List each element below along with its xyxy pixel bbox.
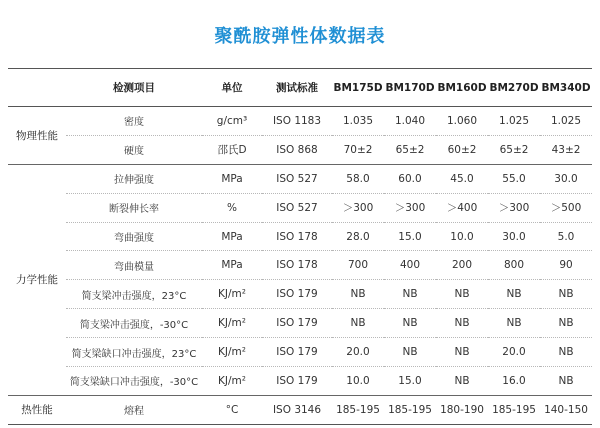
category-cell: 力学性能: [8, 164, 66, 395]
value-cell: NB: [384, 280, 436, 309]
value-cell: 45.0: [436, 164, 488, 193]
value-cell: NB: [436, 309, 488, 338]
value-cell: NB: [540, 367, 592, 396]
value-cell: 70±2: [332, 135, 384, 164]
unit-cell: KJ/m²: [202, 367, 262, 396]
value-cell: 400: [384, 251, 436, 280]
unit-cell: g/cm³: [202, 107, 262, 136]
table-row: [8, 222, 592, 251]
value-cell: 140-150: [540, 395, 592, 424]
value-cell: NB: [332, 280, 384, 309]
value-cell: 58.0: [332, 164, 384, 193]
table-row: [8, 309, 592, 338]
unit-cell: %: [202, 193, 262, 222]
header-unit: 单位: [202, 69, 262, 107]
table-row: [8, 107, 592, 136]
header-grade: BM270D: [488, 69, 540, 107]
value-cell: 1.040: [384, 107, 436, 136]
value-cell: 185-195: [384, 395, 436, 424]
item-cell: 弯曲强度: [66, 222, 202, 251]
value-cell: 90: [540, 251, 592, 280]
value-cell: 5.0: [540, 222, 592, 251]
value-cell: NB: [384, 338, 436, 367]
value-cell: 65±2: [488, 135, 540, 164]
value-cell: NB: [436, 338, 488, 367]
value-cell: 55.0: [488, 164, 540, 193]
value-cell: 28.0: [332, 222, 384, 251]
value-cell: 800: [488, 251, 540, 280]
value-cell: NB: [488, 280, 540, 309]
table-row: [8, 251, 592, 280]
header-grade: BM340D: [540, 69, 592, 107]
unit-cell: KJ/m²: [202, 309, 262, 338]
value-cell: 1.025: [540, 107, 592, 136]
table-row: [8, 164, 592, 193]
header-standard: 测试标准: [262, 69, 332, 107]
value-cell: 1.035: [332, 107, 384, 136]
unit-cell: KJ/m²: [202, 280, 262, 309]
header-grade: BM160D: [436, 69, 488, 107]
value-cell: 65±2: [384, 135, 436, 164]
standard-cell: ISO 1183: [262, 107, 332, 136]
value-cell: NB: [384, 309, 436, 338]
standard-cell: ISO 868: [262, 135, 332, 164]
table-row: [8, 135, 592, 164]
value-cell: ＞300: [332, 193, 384, 222]
value-cell: 180-190: [436, 395, 488, 424]
spec-table: [8, 68, 592, 425]
value-cell: 200: [436, 251, 488, 280]
value-cell: 10.0: [436, 222, 488, 251]
standard-cell: ISO 179: [262, 309, 332, 338]
standard-cell: ISO 179: [262, 338, 332, 367]
value-cell: 15.0: [384, 222, 436, 251]
table-row: [8, 338, 592, 367]
item-cell: 硬度: [66, 135, 202, 164]
value-cell: 1.060: [436, 107, 488, 136]
value-cell: ＞300: [384, 193, 436, 222]
item-cell: 密度: [66, 107, 202, 136]
item-cell: 简支梁缺口冲击强度，-30°C: [66, 367, 202, 396]
value-cell: ＞300: [488, 193, 540, 222]
standard-cell: ISO 527: [262, 193, 332, 222]
value-cell: 20.0: [332, 338, 384, 367]
value-cell: NB: [540, 280, 592, 309]
table-body: [8, 107, 592, 425]
unit-cell: MPa: [202, 164, 262, 193]
standard-cell: ISO 178: [262, 222, 332, 251]
value-cell: 185-195: [488, 395, 540, 424]
value-cell: NB: [488, 309, 540, 338]
unit-cell: MPa: [202, 251, 262, 280]
unit-cell: °C: [202, 395, 262, 424]
value-cell: 30.0: [540, 164, 592, 193]
value-cell: NB: [332, 309, 384, 338]
value-cell: NB: [540, 309, 592, 338]
unit-cell: 邵氏D: [202, 135, 262, 164]
value-cell: 43±2: [540, 135, 592, 164]
unit-cell: MPa: [202, 222, 262, 251]
table-row: [8, 193, 592, 222]
standard-cell: ISO 527: [262, 164, 332, 193]
value-cell: 15.0: [384, 367, 436, 396]
value-cell: NB: [436, 367, 488, 396]
standard-cell: ISO 178: [262, 251, 332, 280]
standard-cell: ISO 179: [262, 280, 332, 309]
table-row: [8, 367, 592, 396]
value-cell: 60±2: [436, 135, 488, 164]
table-header-row: [8, 69, 592, 107]
header-grade: BM175D: [332, 69, 384, 107]
value-cell: 10.0: [332, 367, 384, 396]
value-cell: NB: [436, 280, 488, 309]
value-cell: 16.0: [488, 367, 540, 396]
page-title: 聚酰胺弹性体数据表: [214, 26, 386, 47]
header-grade: BM170D: [384, 69, 436, 107]
value-cell: 60.0: [384, 164, 436, 193]
value-cell: 1.025: [488, 107, 540, 136]
value-cell: 700: [332, 251, 384, 280]
item-cell: 简支梁缺口冲击强度，23°C: [66, 338, 202, 367]
category-cell: 物理性能: [8, 107, 66, 165]
item-cell: 弯曲模量: [66, 251, 202, 280]
item-cell: 拉伸强度: [66, 164, 202, 193]
item-cell: 断裂伸长率: [66, 193, 202, 222]
table-row: [8, 395, 592, 424]
value-cell: 20.0: [488, 338, 540, 367]
value-cell: 185-195: [332, 395, 384, 424]
category-cell: 热性能: [8, 395, 66, 424]
standard-cell: ISO 179: [262, 367, 332, 396]
value-cell: 30.0: [488, 222, 540, 251]
header-item: 检测项目: [66, 69, 202, 107]
table-row: [8, 280, 592, 309]
value-cell: ＞400: [436, 193, 488, 222]
unit-cell: KJ/m²: [202, 338, 262, 367]
header-category: [8, 69, 66, 107]
item-cell: 简支梁冲击强度，-30°C: [66, 309, 202, 338]
standard-cell: ISO 3146: [262, 395, 332, 424]
value-cell: NB: [540, 338, 592, 367]
value-cell: ＞500: [540, 193, 592, 222]
item-cell: 简支梁冲击强度，23°C: [66, 280, 202, 309]
item-cell: 熔程: [66, 395, 202, 424]
